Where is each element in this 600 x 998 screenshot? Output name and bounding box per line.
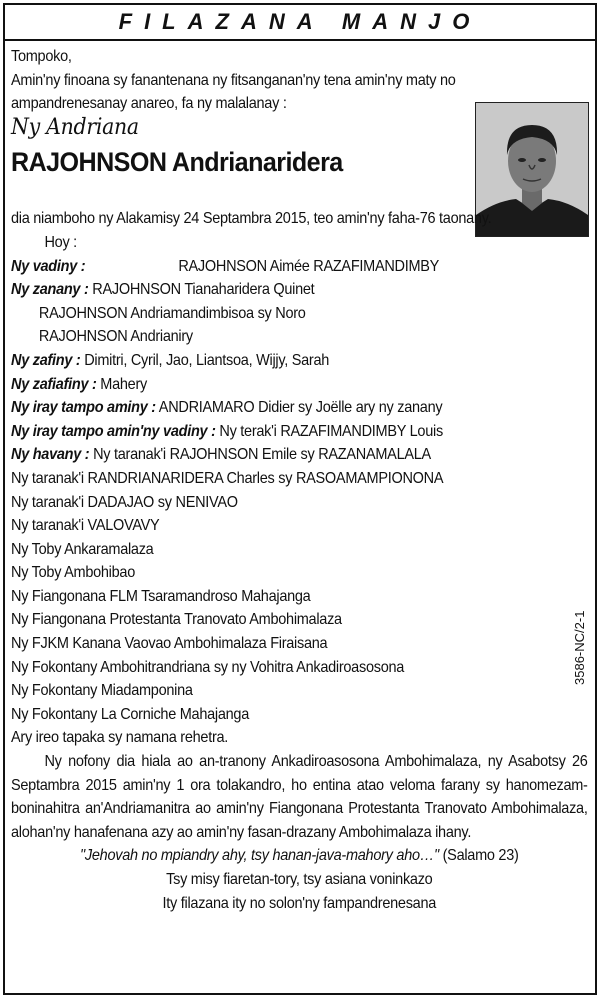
list-item: Ny Fokontany La Corniche Mahajanga <box>11 705 250 723</box>
closing-quote-source: (Salamo 23) <box>442 847 519 865</box>
closing-line-2: Ity filazana ity no solon'ny fampandrenesana <box>162 894 437 912</box>
widow-label: Ny vadiny : <box>11 257 86 275</box>
siblings-line <box>11 396 546 420</box>
relatives-label: Ny havany : <box>11 446 90 464</box>
great-grandchildren-line <box>11 373 546 397</box>
deceased-name: RAJOHNSON Andrianaridera <box>11 147 343 178</box>
hoy-label: Hoy : <box>44 233 77 251</box>
list-item: Ny taranak'i RANDRIANARIDERA Charles sy RASOAMAMPIONONA <box>11 469 444 487</box>
funeral-paragraph: Ny nofony dia hiala ao an-tranony Ankadiroasosona Ambohimalaza, ny Asabotsy 26 Septambra 2015 amin'ny 1 ora tolakandro, ho entina atao veloma farany sy hanomezam-boninahitra an'Andriamanitra ao amin'ny Fiangonana Protestanta Tranovato Ambohimalaza, alohan'ny hanafenana azy ao amin'ny fasan-drazany Ambohimalaza ihany. <box>11 753 588 841</box>
children-more: RAJOHNSON Andrianiry <box>38 328 193 346</box>
list-item: Ny taranak'i VALOVAVY <box>11 517 160 535</box>
list-item: Ny Fokontany Miadamponina <box>11 682 193 700</box>
children-label: Ny zanany : <box>11 281 89 299</box>
list-item: Ny Toby Ambohibao <box>11 564 135 582</box>
wife-siblings-line <box>11 420 546 444</box>
grandchildren-line <box>11 349 546 373</box>
grandchildren-names: Dimitri, Cyril, Jao, Liantsoa, Wijjy, Sarah <box>84 351 330 369</box>
children-first: RAJOHNSON Tianaharidera Quinet <box>92 281 315 299</box>
list-item: Ny Fiangonana Protestanta Tranovato Ambohimalaza <box>11 611 342 629</box>
list-item: Ny Fokontany Ambohitrandriana sy ny Vohitra Ankadiroasosona <box>11 658 405 676</box>
widow-line <box>11 255 546 279</box>
notice-frame <box>3 3 597 995</box>
widow-name: RAJOHNSON Aimée RAZAFIMANDIMBY <box>178 257 440 275</box>
great-grandchildren-label: Ny zafiafiny : <box>11 375 97 393</box>
list-item: Ny Toby Ankaramalaza <box>11 540 154 558</box>
closing-line-1: Tsy misy fiaretan-tory, tsy asiana voninkazo <box>166 871 433 888</box>
intro-line-2: ampandrenesanay anareo, fa ny malalanay : <box>11 95 287 113</box>
great-grandchildren-names: Mahery <box>100 375 147 393</box>
reference-code: 3586-NC/2-1 <box>572 610 587 685</box>
children-line <box>11 278 546 302</box>
list-item: Ny taranak'i DADAJAO sy NENIVAO <box>11 493 238 511</box>
list-item: Ary ireo tapaka sy namana rehetra. <box>11 729 229 747</box>
grandchildren-label: Ny zafiny : <box>11 351 81 369</box>
list-item: Ny FJKM Kanana Vaovao Ambohimalaza Firaisana <box>11 635 328 653</box>
siblings-label: Ny iray tampo aminy : <box>11 399 156 417</box>
children-more: RAJOHNSON Andriamandimbisoa sy Noro <box>38 304 306 322</box>
notice-title: FILAZANA MANJO <box>118 9 482 34</box>
closing-quote: "Jehovah no mpiandry ahy, tsy hanan-java-mahory aho…" <box>80 847 439 865</box>
siblings-names: ANDRIAMARO Didier sy Joëlle ary ny zanany <box>158 399 443 417</box>
relatives-first: Ny taranak'i RAJOHNSON Emile sy RAZANAMALALA <box>93 446 431 464</box>
list-item: Ny Fiangonana FLM Tsaramandroso Mahajanga <box>11 587 311 605</box>
death-line: dia niamboho ny Alakamisy 24 Septambra 2015, teo amin'ny faha-76 taonany. <box>11 210 492 228</box>
wife-siblings-names: Ny terak'i RAZAFIMANDIMBY Louis <box>219 422 443 440</box>
wife-siblings-label: Ny iray tampo amin'ny vadiny : <box>11 422 216 440</box>
intro-line-1: Amin'ny finoana sy fanantenana ny fitsanganan'ny tena amin'ny maty no <box>11 71 456 89</box>
notice-header <box>5 5 595 41</box>
relatives-line <box>11 443 546 467</box>
closing-quote-line <box>11 844 588 868</box>
deceased-prefix: Ny Andriana <box>11 114 139 140</box>
salutation: Tompoko, <box>11 48 72 65</box>
